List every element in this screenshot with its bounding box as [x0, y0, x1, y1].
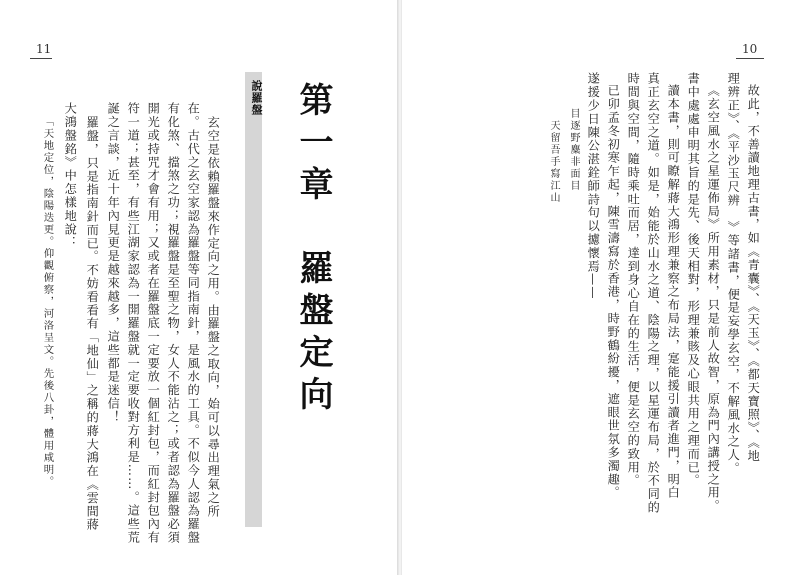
section-title: 說羅盤	[250, 80, 263, 116]
text-column: 《玄空風水之星運佈局》所用素材，只是前人故智，原為門內講授之用。	[706, 84, 721, 513]
poem-line: 天留吾手寫江山	[548, 120, 559, 204]
section-band	[245, 72, 262, 527]
text-column: 誕之言談，近十年內見更是越來越多，這些都是迷信！	[106, 102, 121, 424]
text-column: 真正玄空之道。如是，始能於山水之道、陰陽之理，以星運布局，於不同的	[646, 72, 661, 515]
text-column: 在。古代之玄空家認為羅盤等同指南針，是風水的工具。不似今人認為羅盤	[186, 102, 201, 545]
header-rule	[736, 58, 764, 59]
text-column: 大鴻盤銘》中怎樣地說：	[63, 102, 78, 250]
text-column: 玄空是依賴羅盤來作定向之用。由羅盤之取向，始可以尋出理氣之所	[206, 116, 221, 518]
right-page	[402, 0, 800, 575]
chapter-title: 第一章 羅盤定向	[293, 82, 333, 418]
left-page	[0, 0, 398, 575]
text-column: 讀本書，則可瞭解蔣大鴻形理兼察之布局法，寔能援引讀者進門，明白	[666, 84, 681, 500]
text-column: 時間與空間，隨時乘吐而居，達到身心自在的生活，便是玄空的致用。	[626, 72, 641, 488]
header-rule	[30, 58, 52, 59]
poem-line: 目逐野麋非面目	[568, 108, 579, 192]
text-column: 有化煞、擋煞之功；視羅盤是至聖之物，女人不能沾之；或者認為羅盤必須	[166, 102, 181, 545]
quote-column: 「天地定位，陰陽迭更。仰觀俯察，河洛呈文。先後八卦，體用咸明。	[41, 116, 54, 488]
text-column: 開光或持咒才會有用；又或者在羅盤底一定要放一個紅封包，而紅封包內有	[146, 102, 161, 545]
text-column: 符一道；甚至，有些江湖家認為一開羅盤就一定要收對方利是……。這些荒	[126, 102, 141, 545]
text-column: 羅盤，只是指南針而已。不妨看看有「地仙」之稱的蔣大鴻在《雲間蔣	[85, 116, 100, 532]
text-column: 書中處處申明其旨的是先、後天相對，形理兼賅及心眼共用之理而已。	[686, 72, 701, 488]
text-column: 遂援少日陳公湛銓師詩句以攄懷焉——	[586, 72, 601, 300]
page-number: 10	[742, 42, 758, 56]
text-column: 理辨正》、《平沙玉尺辨 》等諸書，便是妄學玄空，不解風水之人。	[726, 72, 741, 476]
text-column: 已卯孟冬初寒乍起，陳雪濤寫於香港，時野鶴紛擾，遮眼世氛多濁趣。	[606, 84, 621, 500]
text-column: 故此，不善讀地理古書，如《青囊》、《天玉》、《都天寶照》、《地	[746, 84, 761, 463]
page-number: 11	[36, 42, 52, 56]
